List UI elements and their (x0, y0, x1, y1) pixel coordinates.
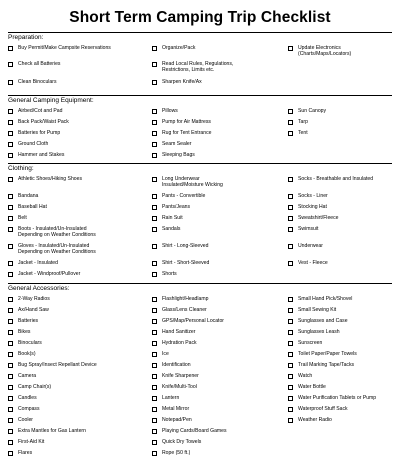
checkbox[interactable] (8, 385, 13, 390)
section-heading: Preparation: (8, 32, 392, 43)
item-label-pants-convertible: Pants - Convertible (162, 193, 206, 199)
checklist-item (8, 226, 96, 238)
checkbox[interactable] (288, 46, 293, 51)
checkbox[interactable] (8, 418, 13, 423)
item-label-shirt-long-sleeved: Shirt - Long-Sleeved (162, 243, 209, 249)
checklist-item (152, 373, 199, 379)
item-label-quick-dry-towels: Quick Dry Towels (162, 439, 202, 445)
checkbox[interactable] (8, 440, 13, 445)
checklist-item (152, 79, 202, 85)
checklist-item (152, 45, 195, 51)
item-label-sunglasses-and-case: Sunglasses and Case (298, 318, 348, 324)
checklist-item (288, 226, 318, 232)
checklist-item (152, 204, 190, 210)
item-label-bikes: Bikes (18, 329, 31, 335)
checklist-item (152, 193, 205, 199)
checklist-item (8, 141, 48, 147)
checklist-item (8, 417, 33, 423)
checklist-item (152, 318, 224, 324)
checkbox[interactable] (8, 153, 13, 158)
checkbox[interactable] (8, 341, 13, 346)
section-heading: General Accessories: (8, 283, 392, 294)
checkbox[interactable] (288, 216, 293, 221)
item-label-gps-map-personal-locator: GPS/Map/Personal Locator (162, 318, 225, 324)
item-label-first-aid-kit: First-Aid Kit (18, 439, 45, 445)
item-label-check-all-batteries: Check all Batteries (18, 61, 61, 67)
checklist-item (288, 130, 308, 136)
checkbox[interactable] (152, 62, 157, 67)
checkbox[interactable] (152, 227, 157, 232)
checkbox[interactable] (152, 297, 157, 302)
checklist-item (288, 406, 348, 412)
checkbox[interactable] (288, 330, 293, 335)
checklist-item (288, 351, 357, 357)
item-label-candles: Candles (18, 395, 37, 401)
checkbox[interactable] (8, 272, 13, 277)
item-label-rug-for-tent-entrance: Rug for Tent Entrance (162, 130, 212, 136)
checklist-item (152, 260, 209, 266)
checklist-item (8, 351, 36, 357)
item-label-bandana: Bandana (18, 193, 39, 199)
item-label-book-s: Book(s) (18, 351, 36, 357)
checkbox[interactable] (288, 396, 293, 401)
checkbox[interactable] (288, 319, 293, 324)
checkbox[interactable] (8, 120, 13, 125)
checklist-item (152, 307, 207, 313)
item-label-airbed-cot-and-pad: Airbed/Cot and Pad (18, 108, 63, 114)
item-label-camp-chair-s: Camp Chair(s) (18, 384, 52, 390)
item-label-pump-for-air-mattress: Pump for Air Mattress (162, 119, 211, 125)
item-label-small-sewing-kit: Small Sewing Kit (298, 307, 337, 313)
checklist-item (288, 318, 348, 324)
item-label-shirt-short-sleeved: Shirt - Short-Sleeved (162, 260, 210, 266)
checkbox[interactable] (152, 396, 157, 401)
item-label-tarp: Tarp (298, 119, 308, 125)
item-label-sandals: Sandals (162, 226, 181, 232)
item-label-2-way-radios: 2-Way Radios (18, 296, 50, 302)
checklist-item (8, 243, 96, 255)
item-label-glass-lens-cleaner: Glass/Lens Cleaner (162, 307, 207, 313)
item-label-ax-hand-saw: Ax/Hand Saw (18, 307, 49, 313)
checklist-item (152, 417, 192, 423)
checkbox[interactable] (152, 374, 157, 379)
checkbox[interactable] (8, 429, 13, 434)
checkbox[interactable] (8, 407, 13, 412)
checklist-item (288, 362, 354, 368)
checklist-item (152, 61, 233, 73)
checklist-item (8, 406, 40, 412)
checklist-item (152, 271, 177, 277)
checklist-item (8, 384, 51, 390)
item-label-lantern: Lantern (162, 395, 180, 401)
checkbox[interactable] (288, 297, 293, 302)
checkbox[interactable] (8, 297, 13, 302)
checkbox[interactable] (8, 227, 13, 232)
item-label-batteries-for-pump: Batteries for Pump (18, 130, 61, 136)
checkbox[interactable] (152, 109, 157, 114)
checklist-item (152, 108, 178, 114)
checkbox[interactable] (288, 109, 293, 114)
checkbox[interactable] (152, 407, 157, 412)
checklist-item (8, 307, 49, 313)
checkbox[interactable] (288, 363, 293, 368)
checkbox[interactable] (152, 131, 157, 136)
checkbox[interactable] (8, 62, 13, 67)
checklist-item (8, 260, 58, 266)
checklist-item (8, 439, 44, 445)
checklist-item (152, 243, 208, 249)
checklist-item (8, 152, 64, 158)
item-label-extra-mantles-for-gas-lantern: Extra Mantles for Gas Lantern (18, 428, 86, 434)
item-label-camera: Camera (18, 373, 37, 379)
item-label-jacket-insulated: Jacket - Insulated (18, 260, 58, 266)
item-label-rain-suit: Rain Suit (162, 215, 183, 221)
item-label-binoculars: Binoculars (18, 340, 42, 346)
checklist-item (288, 373, 312, 379)
item-label-pillows: Pillows (162, 108, 178, 114)
item-label-rope-50-ft: Rope (50 ft.) (162, 450, 191, 456)
checklist-item (8, 428, 86, 434)
checkbox[interactable] (8, 142, 13, 147)
checklist-item (8, 450, 32, 456)
checkbox[interactable] (152, 451, 157, 456)
item-label-sun-canopy: Sun Canopy (298, 108, 327, 114)
item-label-update-electronics-charts-maps-locators: Update Electronics (Charts/Maps/Locators) (298, 45, 352, 58)
item-label-hand-sanitizer: Hand Sanitizer (162, 329, 196, 335)
checklist-item (8, 318, 38, 324)
checklist-item (8, 340, 42, 346)
checkbox[interactable] (152, 418, 157, 423)
item-label-ground-cloth: Ground Cloth (18, 141, 49, 147)
item-label-seam-sealer: Seam Sealer (162, 141, 192, 147)
checklist-item (152, 439, 201, 445)
item-label-sharpen-knife-ax: Sharpen Knife/Ax (162, 79, 202, 85)
checklist-item (152, 384, 197, 390)
checklist-item (288, 307, 336, 313)
checkbox[interactable] (8, 363, 13, 368)
item-label-shorts: Shorts (162, 271, 177, 277)
checkbox[interactable] (152, 244, 157, 249)
checkbox[interactable] (8, 216, 13, 221)
checkbox[interactable] (288, 177, 293, 182)
checkbox[interactable] (8, 396, 13, 401)
item-label-trail-marking-tape-tacks: Trail Marking Tape/Tacks (298, 362, 355, 368)
checkbox[interactable] (8, 205, 13, 210)
checkbox[interactable] (152, 319, 157, 324)
item-label-stocking-hat: Stocking Hat (298, 204, 327, 210)
item-label-batteries: Batteries (18, 318, 39, 324)
checkbox[interactable] (152, 440, 157, 445)
section-clothing (8, 163, 392, 277)
item-label-belt: Belt (18, 215, 27, 221)
checkbox[interactable] (152, 80, 157, 85)
checklist-item (152, 450, 190, 456)
item-label-toilet-paper-paper-towels: Toilet Paper/Paper Towels (298, 351, 357, 357)
checklist-item (288, 384, 326, 390)
checkbox[interactable] (152, 177, 157, 182)
checkbox[interactable] (8, 109, 13, 114)
checklist-item (288, 215, 338, 221)
checklist-item (152, 130, 211, 136)
checklist-item (288, 329, 340, 335)
item-label-underwear: Underwear (298, 243, 323, 249)
item-label-knife-sharpener: Knife Sharpener (162, 373, 199, 379)
item-label-notepad-pen: Notepad/Pen (162, 417, 192, 423)
checkbox[interactable] (152, 120, 157, 125)
checklist-item (152, 362, 191, 368)
item-label-water-bottle: Water Bottle (298, 384, 326, 390)
checkbox[interactable] (8, 451, 13, 456)
item-label-boots-insulated-un-insulated-depending-o: Boots - Insulated/Un-Insulated Depending on Weather Conditions (18, 226, 96, 239)
item-label-baseball-hat: Baseball Hat (18, 204, 47, 210)
checklist-item (152, 215, 183, 221)
checkbox[interactable] (288, 385, 293, 390)
checklist-item (8, 296, 50, 302)
checklist-item (8, 119, 69, 125)
item-label-vest-fleece: Vest - Fleece (298, 260, 328, 266)
checkbox[interactable] (8, 319, 13, 324)
checkbox[interactable] (152, 363, 157, 368)
checklist-item (8, 61, 60, 67)
section-heading: Clothing: (8, 163, 392, 174)
checkbox[interactable] (152, 142, 157, 147)
item-label-sleeping-bags: Sleeping Bags (162, 152, 195, 158)
checklist-item (8, 176, 82, 182)
item-label-jacket-windproof-pullover: Jacket - Windproof/Pullover (18, 271, 81, 277)
checklist-item (8, 204, 47, 210)
item-label-cooler: Cooler (18, 417, 34, 423)
checklist-item (288, 176, 373, 182)
checkbox[interactable] (152, 272, 157, 277)
checkbox[interactable] (152, 385, 157, 390)
checkbox[interactable] (288, 352, 293, 357)
item-label-organize-pack: Organize/Pack (162, 45, 196, 51)
checkbox[interactable] (152, 205, 157, 210)
checkbox[interactable] (152, 216, 157, 221)
checklist-item (8, 45, 111, 51)
checkbox[interactable] (8, 308, 13, 313)
item-label-knife-multi-tool: Knife/Multi-Tool (162, 384, 197, 390)
item-label-sunglasses-leash: Sunglasses Leash (298, 329, 340, 335)
item-label-watch: Watch (298, 373, 313, 379)
checklist-item (288, 193, 328, 199)
checkbox[interactable] (288, 374, 293, 379)
checkbox[interactable] (8, 244, 13, 249)
page-title: Short Term Camping Trip Checklist (69, 9, 331, 26)
checklist-item (152, 176, 223, 188)
checklist-item (288, 204, 327, 210)
checklist-item (8, 271, 80, 277)
item-label-waterproof-stuff-sack: Waterproof Stuff Sack (298, 406, 348, 412)
checkbox[interactable] (288, 131, 293, 136)
checklist-item (288, 417, 332, 423)
checklist-item (8, 395, 37, 401)
checkbox[interactable] (8, 177, 13, 182)
item-label-flashlight-headlamp: Flashlight/Headlamp (162, 296, 209, 302)
checkbox[interactable] (8, 131, 13, 136)
checkbox[interactable] (152, 341, 157, 346)
checkbox[interactable] (288, 120, 293, 125)
item-label-back-pack-waist-pack: Back Pack/Waist Pack (18, 119, 69, 125)
checklist-item (152, 226, 180, 232)
checklist-item (8, 79, 57, 85)
checklist-item (152, 141, 191, 147)
item-label-identification: Identification (162, 362, 191, 368)
checklist-item (288, 119, 308, 125)
item-label-hammer-and-stakes: Hammer and Stakes (18, 152, 65, 158)
item-label-long-underwear-insulated-moisture-wickin: Long Underwear Insulated/Moisture Wicking (162, 176, 223, 189)
checkbox[interactable] (152, 46, 157, 51)
checklist-item (152, 428, 227, 434)
checklist-item (288, 45, 351, 57)
checklist-item (8, 215, 27, 221)
checklist-item (8, 362, 97, 368)
checklist-item (8, 108, 62, 114)
item-label-weather-radio: Weather Radio (298, 417, 332, 423)
checkbox[interactable] (288, 418, 293, 423)
checklist-item (152, 329, 195, 335)
checklist-item (288, 260, 328, 266)
checkbox[interactable] (8, 330, 13, 335)
item-label-socks-breathable-and-insulated: Socks - Breathable and Insulated (298, 176, 374, 182)
item-label-socks-liner: Socks - Liner (298, 193, 328, 199)
checklist-item (288, 395, 376, 401)
item-label-sunscreen: Sunscreen (298, 340, 323, 346)
checkbox[interactable] (152, 153, 157, 158)
checklist-item (288, 340, 322, 346)
checkbox[interactable] (288, 194, 293, 199)
checkbox[interactable] (8, 374, 13, 379)
checklist-item (8, 329, 30, 335)
checklist-item (288, 108, 326, 114)
checkbox[interactable] (152, 308, 157, 313)
item-label-water-purification-tablets-or-pump: Water Purification Tablets or Pump (298, 395, 377, 401)
checkbox[interactable] (152, 429, 157, 434)
item-label-sweatshirt-fleece: Sweatshirt/Fleece (298, 215, 339, 221)
item-label-read-local-rules-regulations-restriction: Read Local Rules, Regulations, Restrictions, Limits etc. (162, 61, 234, 74)
item-label-athletic-shoes-hiking-shoes: Athletic Shoes/Hiking Shoes (18, 176, 82, 182)
item-label-small-hand-pick-shovel: Small Hand Pick/Shovel (298, 296, 353, 302)
section-general-accessories (8, 283, 392, 456)
item-label-playing-cards-board-games: Playing Cards/Board Games (162, 428, 227, 434)
checklist-item (8, 373, 36, 379)
checkbox[interactable] (8, 46, 13, 51)
section-preparation (8, 32, 392, 85)
item-label-tent: Tent (298, 130, 308, 136)
checklist-item (152, 340, 197, 346)
checkbox[interactable] (152, 261, 157, 266)
checkbox[interactable] (152, 352, 157, 357)
checkbox[interactable] (152, 330, 157, 335)
checklist-item (8, 193, 38, 199)
checkbox[interactable] (288, 308, 293, 313)
section-general-camping (8, 95, 392, 158)
item-label-flares: Flares (18, 450, 33, 456)
item-label-hydration-pack: Hydration Pack (162, 340, 197, 346)
checklist-item (288, 243, 323, 249)
checkbox[interactable] (288, 341, 293, 346)
checklist-item (152, 296, 208, 302)
item-label-pants-jeans: Pants/Jeans (162, 204, 191, 210)
item-label-buy-permit-make-campsite-reservations: Buy Permit/Make Campsite Reservations (18, 45, 111, 51)
checkbox[interactable] (8, 352, 13, 357)
checkbox[interactable] (8, 261, 13, 266)
checkbox[interactable] (288, 244, 293, 249)
item-label-compass: Compass (18, 406, 40, 412)
checklist-item (152, 406, 189, 412)
checkbox[interactable] (288, 227, 293, 232)
checkbox[interactable] (152, 194, 157, 199)
checkbox[interactable] (288, 205, 293, 210)
item-label-gloves-insulated-un-insulated-depending-: Gloves - Insulated/Un-Insulated Depending on Weather Conditions (18, 243, 96, 256)
item-label-clean-binoculars: Clean Binoculars (18, 79, 57, 85)
item-label-metal-mirror: Metal Mirror (162, 406, 190, 412)
checklist-item (8, 130, 60, 136)
item-label-ice: Ice (162, 351, 169, 357)
checklist-item (152, 395, 179, 401)
checklist-item (288, 296, 352, 302)
checklist-item (152, 119, 211, 125)
checklist-item (152, 152, 195, 158)
checkbox[interactable] (8, 194, 13, 199)
checklist-item (152, 351, 169, 357)
item-label-swimsuit: Swimsuit (298, 226, 319, 232)
item-label-bug-spray-insect-repellant-device: Bug Spray/Insect Repellant Device (18, 362, 97, 368)
checkbox[interactable] (288, 407, 293, 412)
checkbox[interactable] (288, 261, 293, 266)
checkbox[interactable] (8, 80, 13, 85)
section-heading: General Camping Equipment: (8, 95, 392, 106)
